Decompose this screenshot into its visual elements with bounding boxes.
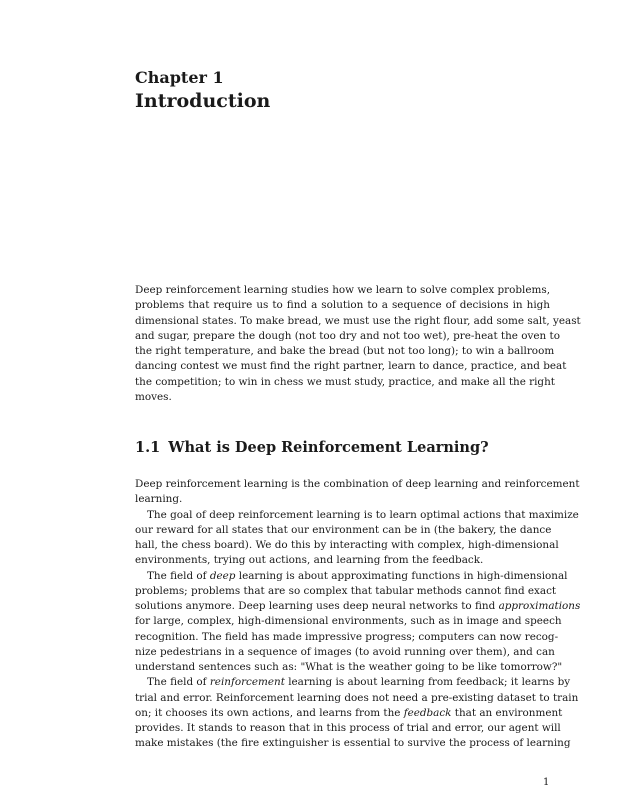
text-line bbox=[135, 736, 571, 751]
text-line bbox=[135, 614, 562, 629]
text-segment: Deep reinforcement learning studies how we learn to solve complex problems, bbox=[135, 284, 550, 296]
page-number: 1 bbox=[543, 777, 550, 788]
emphasized-text: reinforcement bbox=[209, 676, 285, 689]
text-segment: hall, the chess board). We do this by interacting with complex, high-dimensional bbox=[135, 539, 559, 551]
text-line bbox=[135, 359, 567, 374]
text-segment: solutions anymore. Deep learning uses deep neural networks to find bbox=[135, 600, 499, 612]
text-segment: provides. It stands to reason that in this process of trial and error, our agent will bbox=[135, 722, 561, 734]
text-line bbox=[135, 523, 550, 538]
text-line bbox=[135, 706, 563, 721]
text-segment: for large, complex, high-dimensional environments, such as in image and speech bbox=[135, 615, 562, 628]
section-body bbox=[135, 477, 581, 752]
text-line bbox=[135, 553, 550, 568]
text-line bbox=[135, 283, 550, 298]
text-line bbox=[135, 645, 555, 660]
text-line bbox=[135, 538, 559, 553]
emphasized-text: approximations bbox=[498, 600, 581, 612]
chapter-label: Chapter 1 bbox=[135, 68, 224, 87]
text-segment: the competition; to win in chess we must study, practice, and make all the right bbox=[135, 375, 555, 388]
section-title: What is Deep Reinforcement Learning? bbox=[168, 439, 489, 456]
text-line bbox=[135, 584, 557, 599]
text-line bbox=[135, 691, 579, 706]
text-segment: problems that require us to find a solution to a sequence of decisions in high bbox=[135, 299, 550, 312]
text-segment: and sugar, prepare the dough (not too dry and not too wet), pre-heat the oven to bbox=[135, 329, 560, 342]
text-segment: nize pedestrians in a sequence of images (to avoid running over them), and can bbox=[135, 645, 555, 658]
text-line bbox=[135, 390, 550, 405]
text-line bbox=[135, 375, 555, 390]
section-number: 1.1 bbox=[135, 439, 161, 456]
text-segment: the right temperature, and bake the bread (but not too long); to win a ballroom bbox=[135, 345, 555, 357]
emphasized-text: deep bbox=[209, 569, 236, 582]
chapter-title: Introduction bbox=[135, 90, 271, 112]
text-line bbox=[135, 298, 550, 313]
text-segment: dancing contest we must find the right partner, learn to dance, practice, and beat bbox=[135, 360, 567, 373]
text-segment: The field of bbox=[147, 676, 210, 689]
text-segment: The goal of deep reinforcement learning is to learn optimal actions that maximize bbox=[147, 508, 579, 521]
text-segment: on; it chooses its own actions, and learns from the bbox=[135, 706, 404, 719]
text-line bbox=[135, 721, 561, 736]
intro-paragraph bbox=[135, 283, 581, 405]
text-segment: learning. bbox=[135, 493, 183, 506]
text-line bbox=[135, 569, 568, 584]
text-line bbox=[135, 314, 581, 329]
text-line bbox=[135, 508, 579, 523]
text-segment: make mistakes (the fire extinguisher is essential to survive the process of learning bbox=[135, 737, 571, 750]
text-line bbox=[135, 344, 555, 359]
text-segment: problems; problems that are so complex that tabular methods cannot find exact bbox=[135, 584, 557, 597]
text-segment: understand sentences such as: "What is the weather going to be like tomorrow?" bbox=[135, 661, 563, 673]
text-segment: Deep reinforcement learning is the combination of deep learning and reinforcement bbox=[135, 478, 580, 490]
text-line bbox=[135, 675, 571, 690]
text-segment: recognition. The field has made impressive progress; computers can now recog- bbox=[135, 630, 559, 643]
section-heading bbox=[135, 439, 489, 456]
emphasized-text: feedback bbox=[403, 706, 452, 719]
text-segment: learning is about approximating functions in high-dimensional bbox=[235, 569, 568, 582]
text-segment: The field of bbox=[147, 569, 210, 582]
text-segment: that an environment bbox=[451, 706, 563, 719]
text-line bbox=[135, 492, 550, 507]
text-line bbox=[135, 599, 581, 614]
text-segment: dimensional states. To make bread, we must use the right flour, add some salt, yeast bbox=[135, 314, 581, 327]
text-segment: trial and error. Reinforcement learning does not need a pre-existing dataset to train bbox=[135, 691, 579, 704]
text-segment: moves. bbox=[135, 390, 172, 403]
text-segment: our reward for all states that our environment can be in (the bakery, the dance bbox=[135, 523, 552, 536]
text-line bbox=[135, 660, 563, 675]
text-line bbox=[135, 329, 560, 344]
text-segment: learning is about learning from feedback; it learns by bbox=[284, 676, 571, 689]
text-line bbox=[135, 630, 559, 645]
text-segment: environments, trying out actions, and learning from the feedback. bbox=[135, 554, 484, 567]
text-line bbox=[135, 477, 580, 492]
